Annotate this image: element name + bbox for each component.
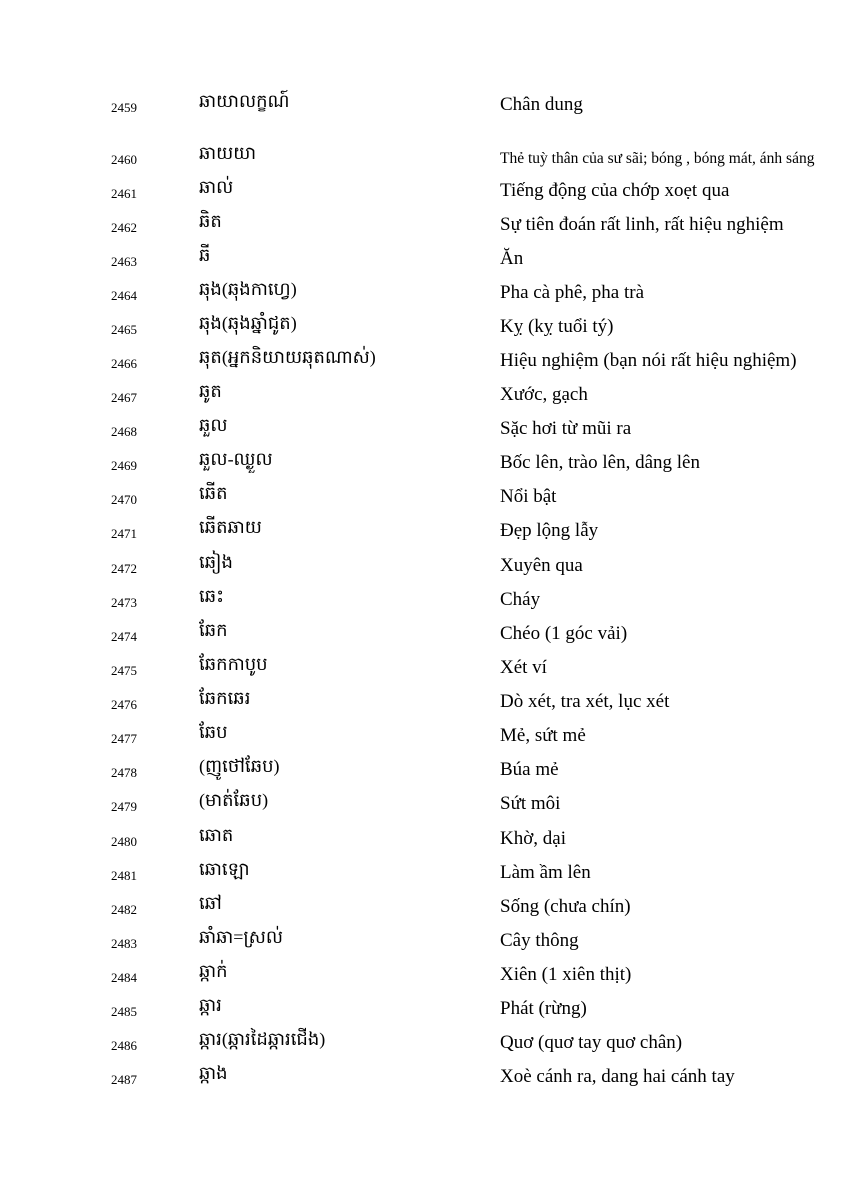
khmer-term: ឆើតឆាយ xyxy=(199,517,262,537)
entry-number: 2473 xyxy=(111,595,137,610)
entry-row xyxy=(0,312,848,346)
entry-row xyxy=(0,687,848,721)
entry-number: 2486 xyxy=(111,1038,137,1053)
vietnamese-meaning: Làm ầm lên xyxy=(500,862,591,883)
vietnamese-meaning: Xước, gạch xyxy=(500,384,588,405)
entry-row xyxy=(0,346,848,380)
vietnamese-meaning: Phát (rừng) xyxy=(500,998,587,1019)
entry-row xyxy=(0,892,848,926)
entry-number: 2463 xyxy=(111,254,137,269)
entry-number: 2481 xyxy=(111,868,137,883)
entry-number: 2487 xyxy=(111,1072,137,1087)
entry-row xyxy=(0,482,848,516)
khmer-term: ឆុត(អ្នកនិយាយឆុតណាស់) xyxy=(199,347,376,367)
vietnamese-meaning: Sặc hơi từ mũi ra xyxy=(500,418,632,439)
entry-number: 2485 xyxy=(111,1004,137,1019)
vietnamese-meaning: Sống (chưa chín) xyxy=(500,896,631,917)
entry-number: 2469 xyxy=(111,458,137,473)
vietnamese-meaning: Hiệu nghiệm (bạn nói rất hiệu nghiệm) xyxy=(500,350,797,371)
entry-row xyxy=(0,176,848,210)
vietnamese-meaning: Đẹp lộng lẫy xyxy=(500,520,599,541)
entry-row xyxy=(0,1028,848,1062)
vietnamese-meaning: Mẻ, sứt mẻ xyxy=(500,725,586,746)
vietnamese-meaning: Chéo (1 góc vải) xyxy=(500,623,628,644)
entry-row xyxy=(0,585,848,619)
entry-row xyxy=(0,926,848,960)
vietnamese-meaning: Xuyên qua xyxy=(500,555,583,576)
khmer-term: ឆុង(ឆុងកាហ្វេ) xyxy=(199,279,297,299)
entry-number: 2460 xyxy=(111,152,137,167)
entry-number: 2482 xyxy=(111,902,137,917)
entry-number: 2475 xyxy=(111,663,137,678)
vietnamese-meaning: Tiếng động của chớp xoẹt qua xyxy=(500,180,730,201)
entry-row xyxy=(0,755,848,789)
khmer-term: (ញូថៅឆែប) xyxy=(199,756,280,776)
entry-row xyxy=(0,90,848,124)
entry-row xyxy=(0,994,848,1028)
entry-row xyxy=(0,210,848,244)
khmer-term: ឆូត xyxy=(199,381,222,401)
vietnamese-meaning: Xoè cánh ra, dang hai cánh tay xyxy=(500,1066,735,1087)
khmer-term: ឆែកឆេរ xyxy=(199,688,251,708)
vietnamese-meaning: Pha cà phê, pha trà xyxy=(500,282,645,303)
entry-number: 2462 xyxy=(111,220,137,235)
vietnamese-meaning: Bốc lên, trào lên, dâng lên xyxy=(500,452,700,473)
khmer-term: ឆែក xyxy=(199,620,228,640)
entry-number: 2471 xyxy=(111,526,137,541)
entry-number: 2467 xyxy=(111,390,137,405)
khmer-term: ឆី xyxy=(199,245,211,265)
khmer-term: ឆៅ xyxy=(199,893,222,913)
entry-number: 2470 xyxy=(111,492,137,507)
entry-row xyxy=(0,1062,848,1096)
khmer-term: ឆួល-ឈ្ងួល xyxy=(199,449,273,469)
vietnamese-meaning: Xiên (1 xiên thịt) xyxy=(500,964,632,985)
khmer-term: ឆាល់ xyxy=(199,177,234,197)
khmer-term: ឆែប xyxy=(199,722,228,742)
khmer-term: ឆាយយា xyxy=(199,143,257,163)
khmer-term: ឆាយាលក្ខណ៍ xyxy=(199,91,290,111)
vietnamese-meaning: Dò xét, tra xét, lục xét xyxy=(500,691,670,712)
vietnamese-meaning: Búa mẻ xyxy=(500,759,559,780)
vietnamese-meaning: Nổi bật xyxy=(500,486,557,507)
entry-number: 2477 xyxy=(111,731,137,746)
vietnamese-meaning: Sứt môi xyxy=(500,793,561,814)
entry-row xyxy=(0,516,848,550)
vietnamese-meaning: Kỵ (kỵ tuổi tý) xyxy=(500,316,614,337)
entry-number: 2480 xyxy=(111,834,137,849)
khmer-term: (មាត់ឆែប) xyxy=(199,790,269,810)
khmer-term: ឆោឡោ xyxy=(199,859,250,879)
khmer-term: ឆ្កាង xyxy=(199,1063,228,1083)
khmer-term: ឆែកកាបូប xyxy=(199,654,268,674)
khmer-term: ឆ្ការ(ឆ្ការដៃឆ្ការជើង) xyxy=(199,1029,326,1049)
khmer-term: ឆិត xyxy=(199,211,222,231)
entry-row xyxy=(0,244,848,278)
entry-number: 2466 xyxy=(111,356,137,371)
entry-row xyxy=(0,858,848,892)
entry-number: 2464 xyxy=(111,288,137,303)
vietnamese-meaning: Cây thông xyxy=(500,930,579,951)
vietnamese-meaning: Chân dung xyxy=(500,94,583,115)
vietnamese-meaning: Ăn xyxy=(500,248,524,269)
vietnamese-meaning: Sự tiên đoán rất linh, rất hiệu nghiệm xyxy=(500,214,784,235)
entry-row xyxy=(0,824,848,858)
vietnamese-meaning: Xét ví xyxy=(500,657,547,678)
entry-row xyxy=(0,380,848,414)
entry-number: 2484 xyxy=(111,970,137,985)
entry-number: 2468 xyxy=(111,424,137,439)
khmer-term: ឆួល xyxy=(199,415,228,435)
khmer-term: ឆៀង xyxy=(199,552,233,572)
khmer-term: ឆ្ការ xyxy=(199,995,222,1015)
entry-row xyxy=(0,448,848,482)
vietnamese-meaning: Cháy xyxy=(500,589,541,610)
entry-row xyxy=(0,653,848,687)
entry-row xyxy=(0,789,848,823)
entry-row xyxy=(0,142,848,176)
entry-row xyxy=(0,278,848,312)
khmer-term: ឆេះ xyxy=(199,586,225,606)
entry-row xyxy=(0,619,848,653)
khmer-term: ឆើត xyxy=(199,483,228,503)
vietnamese-meaning: Quơ (quơ tay quơ chân) xyxy=(500,1032,683,1053)
entry-number: 2461 xyxy=(111,186,137,201)
khmer-term: ឆ្កាក់ xyxy=(199,961,228,981)
khmer-term: ឆុង(ឆុងឆ្នាំជូត) xyxy=(199,313,297,333)
khmer-term: ឆាំឆា=ស្រល់ xyxy=(199,927,284,947)
entry-number: 2483 xyxy=(111,936,137,951)
entry-row xyxy=(0,551,848,585)
entry-number: 2476 xyxy=(111,697,137,712)
entry-row xyxy=(0,721,848,755)
entry-number: 2474 xyxy=(111,629,137,644)
entry-number: 2472 xyxy=(111,561,137,576)
entry-number: 2465 xyxy=(111,322,137,337)
entry-row xyxy=(0,414,848,448)
entry-number: 2479 xyxy=(111,799,137,814)
entry-number: 2478 xyxy=(111,765,137,780)
vietnamese-meaning: Khờ, dại xyxy=(500,828,566,849)
khmer-term: ឆោត xyxy=(199,825,234,845)
entry-number: 2459 xyxy=(111,100,137,115)
entry-row xyxy=(0,960,848,994)
vietnamese-meaning: Thẻ tuỳ thân của sư sãi; bóng , bóng mát, ánh sáng xyxy=(500,150,815,167)
